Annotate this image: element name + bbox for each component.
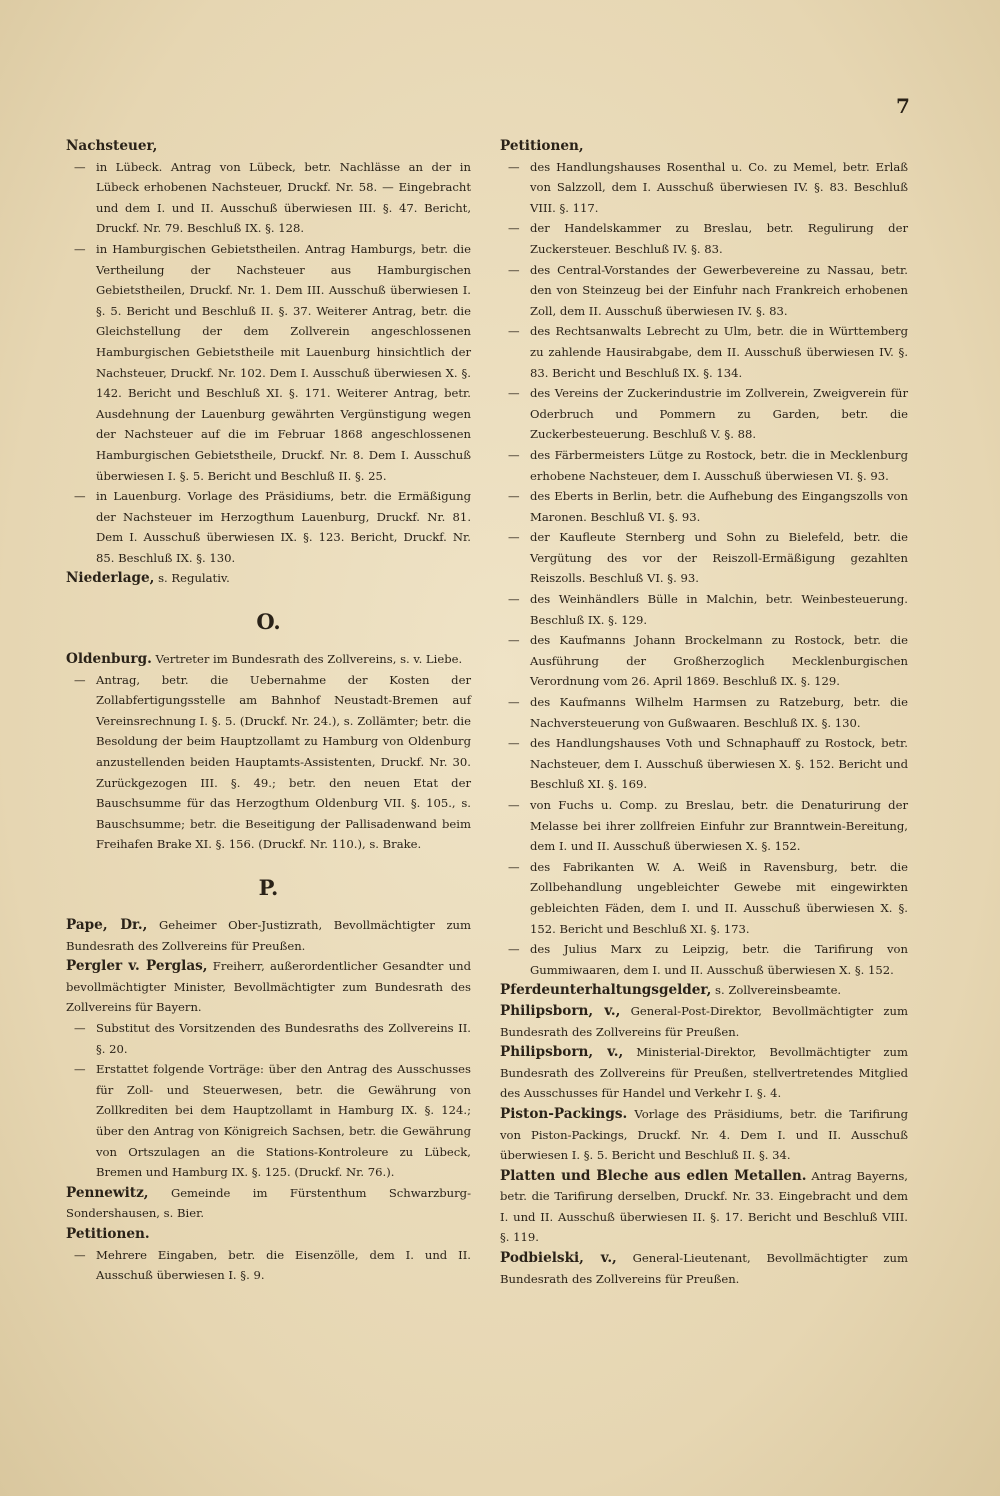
sub-entry	[66, 1059, 471, 1183]
sub-entry	[500, 218, 908, 259]
index-entry	[500, 1104, 908, 1166]
sub-entry-text: des Kaufmanns Wilhelm Harmsen zu Ratzeburg, betr. die Nachversteuerung von Gußwaaren. Beschluß IX. §. 130.	[530, 695, 908, 730]
index-entry	[500, 1248, 908, 1289]
sub-entry-text: des Rechtsanwalts Lebrecht zu Ulm, betr. die in Württemberg zu zahlende Hausirabgabe, dem II. Ausschuß überwiesen IV. §. 83. Bericht und Beschluß IX. §. 134.	[530, 324, 908, 380]
entry-heading: Oldenburg.	[66, 651, 152, 668]
entry-text: Antrag Bayerns, betr. die Tarifirung derselben, Druckf. Nr. 33. Eingebracht und dem I. und II. Ausschuß überwiesen II. §. 17. Bericht und Beschluß VIII. §. 119.	[500, 1168, 908, 1245]
entry-heading: Petitionen.	[66, 1225, 150, 1242]
sub-entry	[66, 239, 471, 486]
entry-heading: Nachsteuer,	[66, 138, 158, 154]
sub-entry-text: der Kaufleute Sternberg und Sohn zu Bielefeld, betr. die Vergütung des vor der Reiszoll-Ermäßigung gezahlten Reiszolls. Beschluß VI. §. 93.	[530, 530, 908, 586]
dash-marker: —	[508, 633, 520, 648]
entry-heading: Philipsborn, v.,	[500, 1002, 621, 1019]
sub-entry	[500, 795, 908, 857]
dash-marker: —	[508, 262, 520, 277]
section-letter: P.	[258, 875, 279, 900]
sub-entry-text: Erstattet folgende Vorträge: über den Antrag des Ausschusses für Zoll- und Steuerwesen, betr. die Gewährung von Zollkrediten bei dem Hauptzollamt in Hamburg IX. §. 124.; über den Antrag von Königreich Sachsen, betr. die Gewährung von Ortszulagen an die Stations-Kontroleure zu Lübeck, Bremen und Hamburg IX. §. 125. (Druckf. Nr. 76.).	[96, 1062, 471, 1180]
entry-heading: Platten und Bleche aus edlen Metallen.	[500, 1167, 807, 1184]
index-entry	[66, 136, 471, 157]
sub-entry	[500, 733, 908, 795]
sub-entry-text: des Kaufmanns Johann Brockelmann zu Rostock, betr. die Ausführung der Großherzoglich Mecklenburgischen Verordnung vom 26. April 1869. Beschluß IX. §. 129.	[530, 633, 908, 689]
entry-heading: Pferdeunterhaltungsgelder,	[500, 982, 712, 999]
dash-marker: —	[508, 530, 520, 545]
sub-entry-text: der Handelskammer zu Breslau, betr. Regulirung der Zuckersteuer. Beschluß IV. §. 83.	[530, 221, 908, 256]
sub-entry	[500, 445, 908, 486]
index-entry	[66, 956, 471, 1018]
entry-text: Freiherr, außerordentlicher Gesandter und bevollmächtigter Minister, Bevollmächtigter zum Bundesrath des Zollvereins für Bayern.	[66, 959, 472, 1015]
index-entry	[500, 136, 908, 157]
index-entry	[500, 1166, 908, 1248]
sub-entry	[500, 527, 908, 589]
dash-marker: —	[74, 1062, 86, 1077]
entry-heading: Pennewitz,	[66, 1184, 149, 1201]
dash-marker: —	[74, 672, 86, 687]
dash-marker: —	[74, 1247, 86, 1262]
sub-entry-text: Antrag, betr. die Uebernahme der Kosten der Zollabfertigungsstelle am Bahnhof Neustadt-Bremen auf Vereinsrechnung I. §. 5. (Druckf. Nr. 24.), s. Zollämter; betr. die Besoldung der beim Hauptzollamt zu Hamburg von Oldenburg anzustellenden beiden Hauptamts-Assistenten, Druckf. Nr. 30. Zurückgezogen III. §. 49.; betr. den neuen Etat der Bauschsumme für das Herzogthum Oldenburg VII. §. 105., s. Bauschsumme; betr. die Beseitigung der Pallisadenwand beim Freihafen Brake XI. §. 156. (Druckf. Nr. 110.), s. Brake.	[96, 672, 471, 852]
sub-entry	[500, 857, 908, 939]
sub-entry-text: des Fabrikanten W. A. Weiß in Ravensburg, betr. die Zollbehandlung ungebleichter Gewebe mit eingewirkten gebleichten Fäden, dem I. und II. Ausschuß überwiesen X. §. 152. Bericht und Beschluß XI. §. 173.	[530, 859, 908, 936]
dash-marker: —	[508, 859, 520, 874]
sub-entry-text: des Eberts in Berlin, betr. die Aufhebung des Eingangszolls von Maronen. Beschluß VI. §. 93.	[530, 489, 908, 524]
sub-entry-text: Substitut des Vorsitzenden des Bundesraths des Zollvereins II. §. 20.	[96, 1020, 471, 1056]
sub-entry	[500, 383, 908, 445]
sub-entry	[66, 157, 471, 239]
entry-heading: Niederlage,	[66, 570, 155, 587]
sub-entry	[500, 157, 908, 219]
entry-heading: Podbielski, v.,	[500, 1250, 617, 1267]
entry-text: Geheimer Ober-Justizrath, Bevollmächtigter zum Bundesrath des Zollvereins für Preußen.	[66, 918, 472, 953]
right-column	[500, 136, 908, 1289]
sub-entry-text: des Julius Marx zu Leipzig, betr. die Tarifirung von Gummiwaaren, dem I. und II. Ausschuß überwiesen X. §. 152.	[530, 942, 908, 977]
index-entry	[500, 1001, 908, 1042]
sub-entry-text: des Central-Vorstandes der Gewerbevereine zu Nassau, betr. den von Steinzeug bei der Einfuhr nach Frankreich erhobenen Zoll, dem II. Ausschuß überwiesen IV. §. 83.	[530, 262, 908, 318]
sub-entry-text: des Handlungshauses Rosenthal u. Co. zu Memel, betr. Erlaß von Salzzoll, dem I. Ausschuß überwiesen IV. §. 83. Beschluß VIII. §. 117.	[530, 159, 908, 215]
sub-entry	[500, 486, 908, 527]
dash-marker: —	[74, 241, 86, 256]
sub-entry-text: des Vereins der Zuckerindustrie im Zollverein, Zweigverein für Oderbruch und Pommern zu Garden, betr. die Zuckerbesteuerung. Beschluß V. §. 88.	[530, 386, 908, 442]
sub-entry-text: in Hamburgischen Gebietstheilen. Antrag Hamburgs, betr. die Vertheilung der Nachsteuer aus Hamburgischen Gebietstheilen, Druckf. Nr. 1. Dem III. Ausschuß überwiesen I. §. 5. Bericht und Beschluß II. §. 37. Weiterer Antrag, betr. die Gleichstellung der dem Zollverein angeschlossenen Hamburgischen Gebietstheile mit Lauenburg hinsichtlich der Nachsteuer, Druckf. Nr. 102. Dem I. Ausschuß überwiesen X. §. 142. Bericht und Beschluß XI. §. 171. Weiterer Antrag, betr. Ausdehnung der Lauenburg gewährten Vergünstigung wegen der Nachsteuer auf die im Februar 1868 angeschlossenen Hamburgischen Gebietstheile, Druckf. Nr. 8. Dem I. Ausschuß überwiesen I. §. 5. Bericht und Beschluß II. §. 25.	[96, 241, 471, 483]
dash-marker: —	[508, 159, 520, 174]
dash-marker: —	[508, 736, 520, 751]
sub-entry-text: des Handlungshauses Voth und Schnaphauff zu Rostock, betr. Nachsteuer, dem I. Ausschuß überwiesen X. §. 152. Bericht und Beschluß XI. §. 169.	[530, 736, 908, 792]
sub-entry	[66, 1245, 471, 1286]
entry-heading: Pape, Dr.,	[66, 917, 148, 933]
sub-entry-text: in Lübeck. Antrag von Lübeck, betr. Nachlässe an der in Lübeck erhobenen Nachsteuer, Druckf. Nr. 58. — Eingebracht und dem I. und II. Ausschuß überwiesen III. §. 47. Bericht, Druckf. Nr. 79. Beschluß IX. §. 128.	[96, 159, 471, 236]
entry-text: Vertreter im Bundesrath des Zollvereins, s. v. Liebe.	[155, 652, 463, 667]
index-entry	[500, 1042, 908, 1104]
entry-text: General-Lieutenant, Bevollmächtigter zum Bundesrath des Zollvereins für Preußen.	[500, 1251, 908, 1286]
dash-marker: —	[508, 386, 520, 401]
dash-marker: —	[508, 489, 520, 504]
dash-marker: —	[74, 159, 86, 174]
sub-entry	[500, 939, 908, 980]
sub-entry	[66, 670, 471, 855]
sub-entry-text: des Färbermeisters Lütge zu Rostock, betr. die in Mecklenburg erhobene Nachsteuer, dem I. Ausschuß überwiesen VI. §. 93.	[530, 447, 908, 483]
sub-entry	[500, 260, 908, 322]
entry-text: s. Regulativ.	[158, 571, 230, 586]
sub-entry	[500, 589, 908, 630]
sub-entry-text: des Weinhändlers Bülle in Malchin, betr. Weinbesteuerung. Beschluß IX. §. 129.	[530, 592, 908, 627]
dash-marker: —	[508, 324, 520, 339]
dash-marker: —	[508, 592, 520, 607]
sub-entry	[66, 1018, 471, 1059]
index-entry	[66, 1224, 471, 1245]
index-entry	[66, 568, 471, 589]
sub-entry	[500, 321, 908, 383]
entry-heading: Philipsborn, v.,	[500, 1044, 624, 1061]
sub-entry	[66, 486, 471, 568]
entry-text: Ministerial-Direktor, Bevollmächtigter zum Bundesrath des Zollvereins für Preußen, stellvertretendes Mitglied des Ausschusses für Handel und Verkehr I. §. 4.	[500, 1045, 908, 1101]
index-entry	[66, 915, 471, 956]
left-column	[66, 136, 471, 1286]
section-letter: O.	[256, 609, 281, 635]
entry-heading: Petitionen,	[500, 138, 584, 154]
sub-entry	[500, 692, 908, 733]
dash-marker: —	[74, 1020, 86, 1035]
dash-marker: —	[74, 489, 86, 504]
sub-entry-text: von Fuchs u. Comp. zu Breslau, betr. die Denaturirung der Melasse bei ihrer zollfreien Einfuhr zur Branntwein-Bereitung, dem I. und II. Ausschuß überwiesen X. §. 152.	[530, 798, 908, 854]
entry-text: s. Zollvereinsbeamte.	[715, 983, 842, 998]
sub-entry-text: Mehrere Eingaben, betr. die Eisenzölle, dem I. und II. Ausschuß überwiesen I. §. 9.	[96, 1247, 471, 1283]
index-entry	[66, 1183, 471, 1224]
entry-heading: Piston-Packings.	[500, 1105, 628, 1122]
dash-marker: —	[508, 695, 520, 710]
entry-text: Gemeinde im Fürstenthum Schwarzburg-Sondershausen, s. Bier.	[66, 1185, 471, 1221]
index-entry	[500, 980, 908, 1001]
index-entry	[66, 649, 471, 670]
entry-text: General-Post-Direktor, Bevollmächtigter zum Bundesrath des Zollvereins für Preußen.	[500, 1003, 908, 1039]
page-number: 7	[896, 94, 910, 118]
entry-heading: Pergler v. Perglas,	[66, 958, 208, 975]
sub-entry	[500, 630, 908, 692]
dash-marker: —	[508, 447, 520, 462]
dash-marker: —	[508, 942, 520, 957]
dash-marker: —	[508, 798, 520, 812]
entry-text: Vorlage des Präsidiums, betr. die Tarifirung von Piston-Packings, Druckf. Nr. 4. Dem I. und II. Ausschuß überwiesen I. §. 5. Bericht und Beschluß II. §. 34.	[500, 1106, 909, 1163]
sub-entry-text: in Lauenburg. Vorlage des Präsidiums, betr. die Ermäßigung der Nachsteuer im Herzogthum Lauenburg, Druckf. Nr. 81. Dem I. Ausschuß überwiesen IX. §. 123. Bericht, Druckf. Nr. 85. Beschluß IX. §. 130.	[96, 489, 471, 565]
dash-marker: —	[508, 221, 520, 236]
